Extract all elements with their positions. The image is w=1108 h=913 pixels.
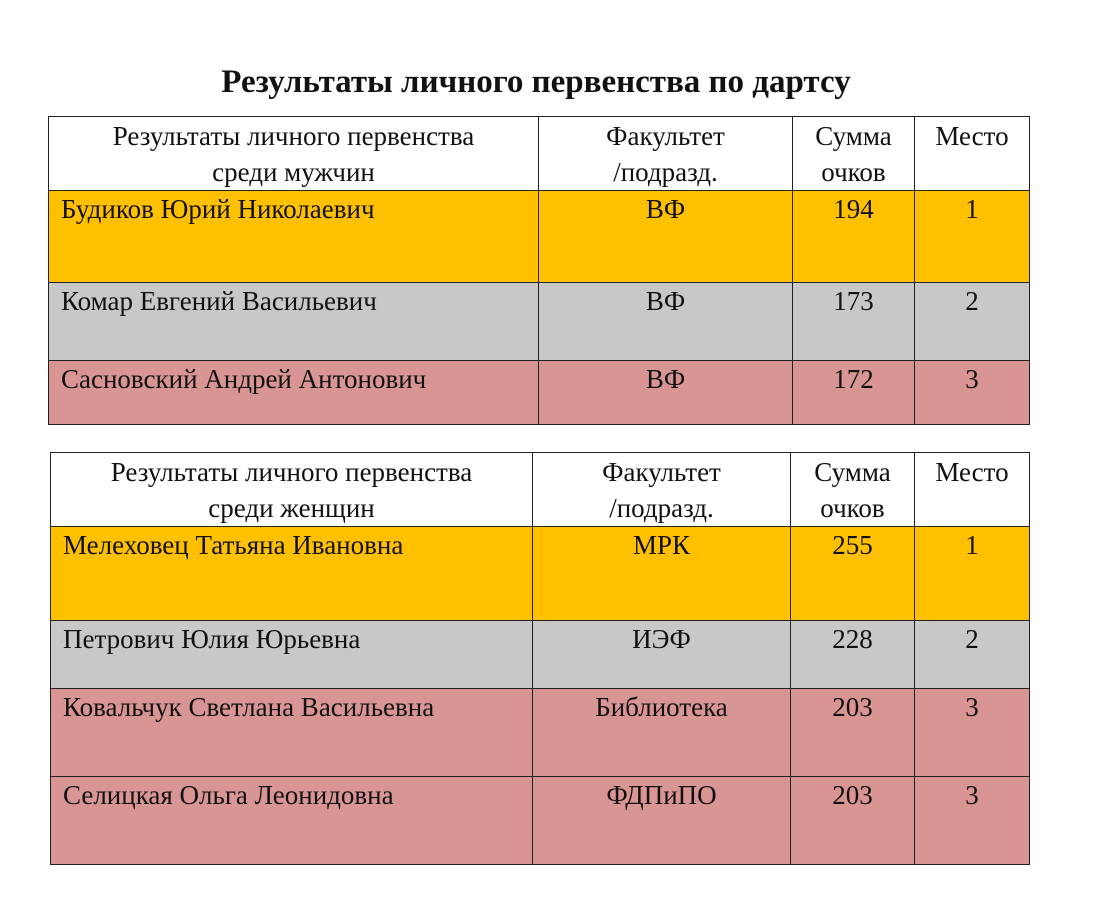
score-header-line2: очков (821, 157, 886, 187)
faculty-header-line1: Факультет (606, 121, 725, 151)
table-row (51, 777, 1030, 865)
faculty-header (539, 117, 793, 191)
participant-score: 194 (793, 191, 915, 283)
participant-faculty: ВФ (539, 361, 793, 425)
participant-place: 2 (915, 283, 1030, 361)
participant-place: 1 (915, 527, 1030, 621)
participant-place: 1 (915, 191, 1030, 283)
participant-score: 203 (791, 777, 915, 865)
score-header (793, 117, 915, 191)
category-header (49, 117, 539, 191)
table-row (51, 689, 1030, 777)
score-header (791, 453, 915, 527)
participant-score: 172 (793, 361, 915, 425)
faculty-header-line1: Факультет (602, 457, 721, 487)
men-results-table (48, 116, 1030, 425)
page-title: Результаты личного первенства по дартсу (221, 64, 851, 100)
category-header-line1: Результаты личного первенства (112, 121, 475, 151)
participant-faculty: ВФ (539, 191, 793, 283)
table-row (49, 283, 1030, 361)
place-header: Место (915, 117, 1030, 191)
category-header-line2: среди мужчин (212, 157, 375, 187)
category-header (51, 453, 533, 527)
table-row (51, 621, 1030, 689)
table-header-row (49, 117, 1030, 191)
participant-faculty: ВФ (539, 283, 793, 361)
faculty-header (533, 453, 791, 527)
participant-score: 255 (791, 527, 915, 621)
participant-faculty: МРК (533, 527, 791, 621)
participant-name: Ковальчук Светлана Васильевна (51, 689, 533, 777)
table-row (49, 191, 1030, 283)
table-header-row (51, 453, 1030, 527)
participant-name: Петрович Юлия Юрьевна (51, 621, 533, 689)
table-row (49, 361, 1030, 425)
women-results-table (50, 452, 1030, 865)
participant-faculty: Библиотека (533, 689, 791, 777)
participant-name: Селицкая Ольга Леонидовна (51, 777, 533, 865)
participant-place: 3 (915, 361, 1030, 425)
participant-place: 3 (915, 689, 1030, 777)
participant-score: 203 (791, 689, 915, 777)
participant-name: Комар Евгений Васильевич (49, 283, 539, 361)
faculty-header-line2: /подразд. (613, 157, 718, 187)
category-header-line1: Результаты личного первенства (110, 457, 473, 487)
participant-place: 3 (915, 777, 1030, 865)
participant-name: Мелеховец Татьяна Ивановна (51, 527, 533, 621)
participant-place: 2 (915, 621, 1030, 689)
score-header-line2: очков (820, 493, 885, 523)
score-header-line1: Сумма (815, 121, 892, 151)
participant-name: Сасновский Андрей Антонович (49, 361, 539, 425)
participant-name: Будиков Юрий Николаевич (49, 191, 539, 283)
participant-faculty: ИЭФ (533, 621, 791, 689)
participant-score: 228 (791, 621, 915, 689)
participant-score: 173 (793, 283, 915, 361)
score-header-line1: Сумма (814, 457, 891, 487)
faculty-header-line2: /подразд. (609, 493, 714, 523)
table-row (51, 527, 1030, 621)
participant-faculty: ФДПиПО (533, 777, 791, 865)
place-header: Место (915, 453, 1030, 527)
category-header-line2: среди женщин (208, 493, 375, 523)
